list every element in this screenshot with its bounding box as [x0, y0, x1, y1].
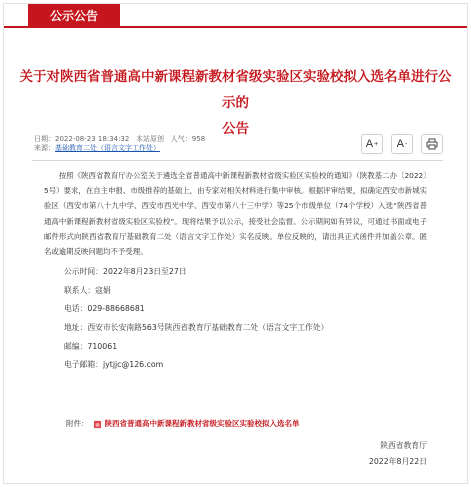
article-meta — [34, 135, 205, 153]
signature-date: 2022年8月22日 — [368, 457, 427, 466]
article-title-line1: 关于对陕西省普通高中新课程新教材省级实验区实验校拟入选名单进行公示的 — [19, 69, 452, 111]
author: 本站原创 — [136, 135, 165, 143]
source-link[interactable]: 基础教育二处（语言文字工作处） — [55, 144, 160, 152]
source-label: 来源： — [34, 144, 55, 152]
minus-icon: - — [405, 140, 408, 148]
view-count: 人气：958 — [170, 135, 206, 143]
font-increase-button[interactable]: A + — [361, 134, 383, 154]
attachment-file-icon — [93, 420, 102, 429]
article-title-line2: 公告 — [222, 121, 249, 137]
meta-divider — [32, 160, 443, 161]
plus-icon: + — [374, 140, 379, 148]
attachment-link[interactable]: 陕西省普通高中新课程新教材省级实验区实验校拟入选名单 — [104, 419, 300, 428]
article-title — [16, 64, 455, 142]
printer-icon — [426, 138, 438, 150]
article-body — [44, 168, 427, 375]
contact-phone: 电话：029-88668681 — [64, 304, 145, 314]
section-tab-bar — [4, 4, 467, 28]
signature-org: 陕西省教育厅 — [380, 441, 427, 450]
font-decrease-button[interactable]: A - — [391, 134, 413, 154]
article-panel — [3, 3, 468, 484]
attachment-label: 附件： — [66, 419, 89, 428]
contact-address: 地址：西安市长安南路563号陕西省教育厅基础教育二处（语言文字工作处） — [64, 323, 329, 332]
body-paragraph: 按照《陕西省教育厅办公室关于遴选全省普通高中新课程新教材省级实验区实验校的通知》（陕教基二办〔2022〕5号）要求，在自主申报、市级推荐的基础上，由专家对相关材料进行集中审核。根据评审结果，拟确定西安市新城实验区（西安市第八十九中学、西安市西光中学、西安市第八十三中学）等25个市级单位（74个学校）入选“陕西省普通高中新课程新教材省级实验区实验校”。现将结果予以公示，接受社会监督。公示期间如有异议，可通过书面或电子邮件形式向陕西省教育厅基础教育二处（语言文字工作处）实名反映。单位反映的，请出具正式函件并加盖公章。匿名或逾期反映问题均不予受理。 — [44, 171, 427, 257]
contact-email: 电子邮箱：jytjjc@126.com — [64, 360, 164, 370]
contact-person: 联系人：寇娟 — [64, 285, 111, 295]
attachment — [66, 418, 300, 430]
field-list — [44, 263, 427, 375]
print-button[interactable] — [421, 134, 443, 154]
publicity-period: 公示时间：2022年8月23日至27日 — [64, 267, 187, 277]
article-tools — [361, 134, 443, 154]
tab-announcements[interactable]: 公示公告 — [28, 4, 120, 28]
postcode: 邮编：710061 — [64, 341, 118, 351]
publish-date: 日期：2022-08-23 18:34:32 — [34, 135, 130, 143]
